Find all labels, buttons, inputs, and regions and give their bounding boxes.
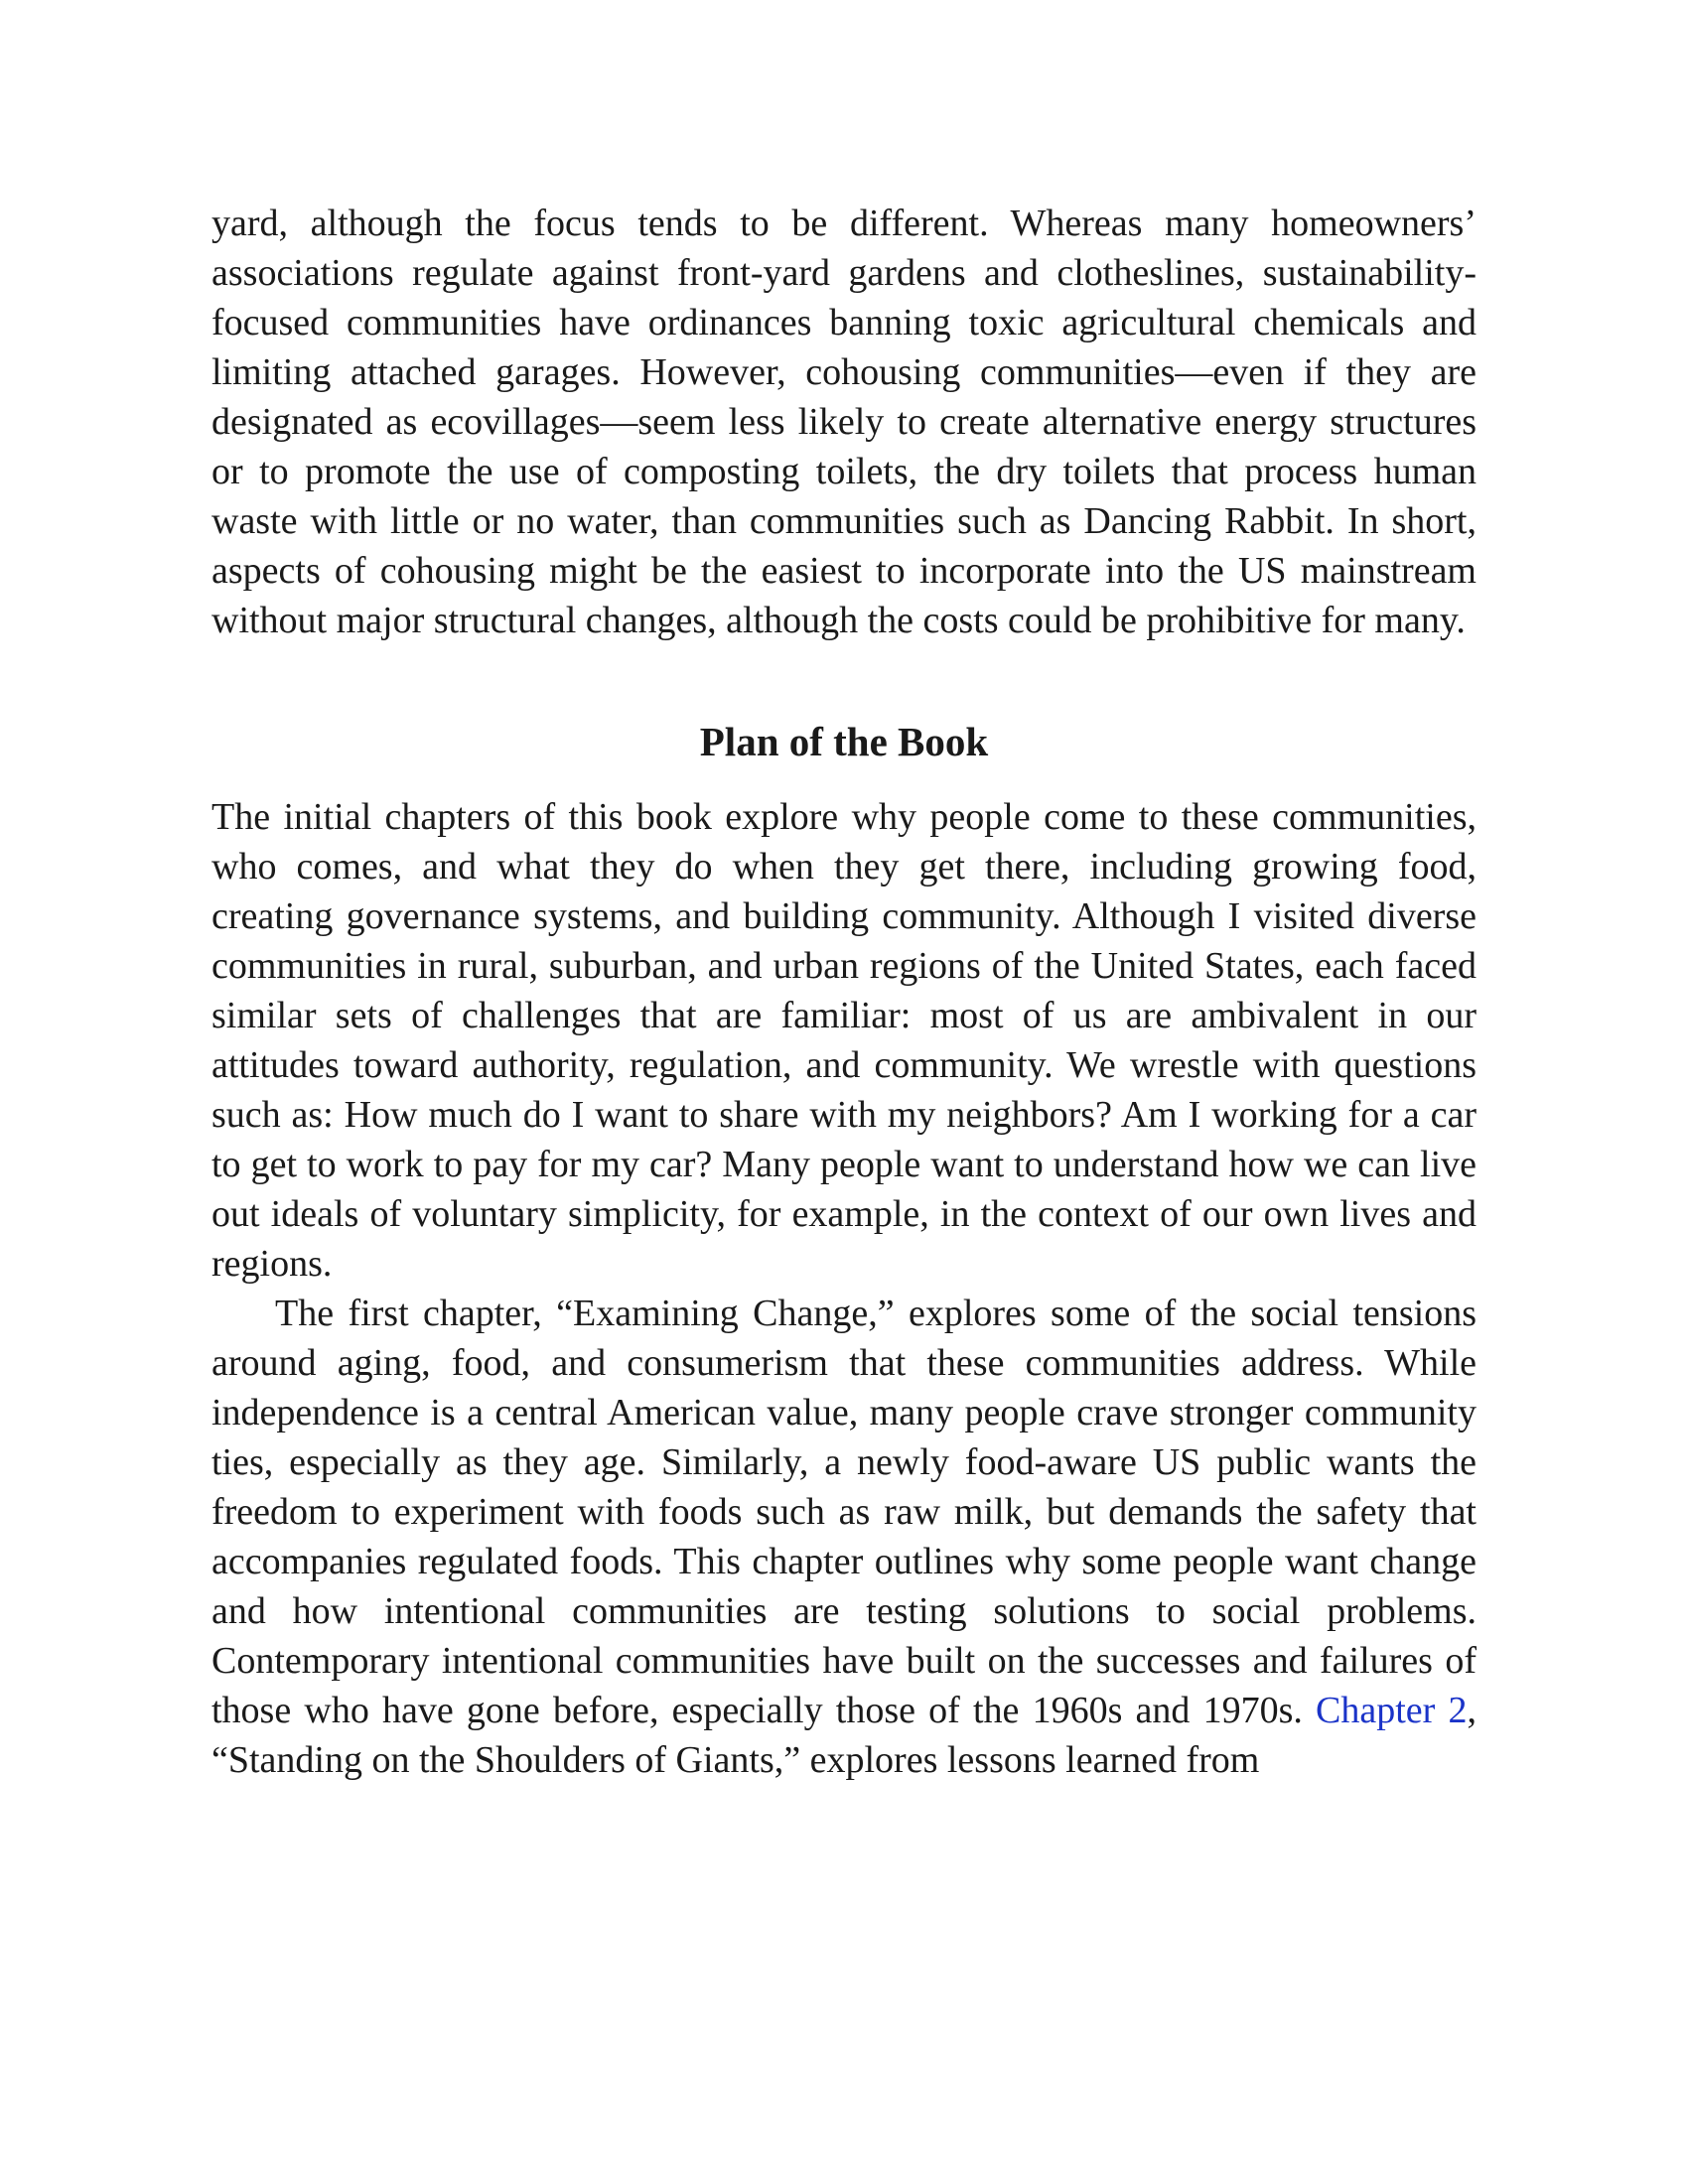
section-heading: Plan of the Book: [699, 719, 989, 764]
paragraph-2-text-before-link: The first chapter, “Examining Change,” explores some of the social tensions around aging, food, and consumerism that these communities address. While independence is a central American value, many people crave stronger community ties, especially as they age. Similarly, a newly food-aware US public wants the freedom to experiment with foods such as raw milk, but demands the safety that accompanies regulated foods. This chapter outlines why some people want change and how intentional communities are testing solutions to social problems. Contemporary intentional communities have built on the successes and failures of those who have gone before, especially those of the 1960s and 1970s.: [211, 1293, 1477, 1731]
section-paragraph-2: [211, 1289, 1477, 1785]
page-content: [211, 199, 1477, 1785]
chapter-2-link[interactable]: Chapter 2: [1316, 1690, 1468, 1731]
section-paragraph-1: The initial chapters of this book explore why people come to these communities, who comes, and what they do when they get there, including growing food, creating governance systems, and building community. Although I visited diverse communities in rural, suburban, and urban regions of the United States, each faced similar sets of challenges that are familiar: most of us are ambivalent in our attitudes toward authority, regulation, and community. We wrestle with questions such as: How much do I want to share with my neighbors? Am I working for a car to get to work to pay for my car? Many people want to understand how we can live out ideals of voluntary simplicity, for example, in the context of our own lives and regions.: [211, 796, 1477, 1285]
intro-paragraph: yard, although the focus tends to be different. Whereas many homeowners’ associations regulate against front-yard gardens and clotheslines, sustainability-focused communities have ordinances banning toxic agricultural chemicals and limiting attached garages. However, cohousing communities—even if they are designated as ecovillages—seem less likely to create alternative energy structures or to promote the use of composting toilets, the dry toilets that process human waste with little or no water, than communities such as Dancing Rabbit. In short, aspects of cohousing might be the easiest to incorporate into the US mainstream without major structural changes, although the costs could be prohibitive for many.: [211, 203, 1477, 641]
paragraph-2-text-after-link: , “Standing on the Shoulders of Giants,” explores lessons learned from: [211, 1690, 1477, 1781]
